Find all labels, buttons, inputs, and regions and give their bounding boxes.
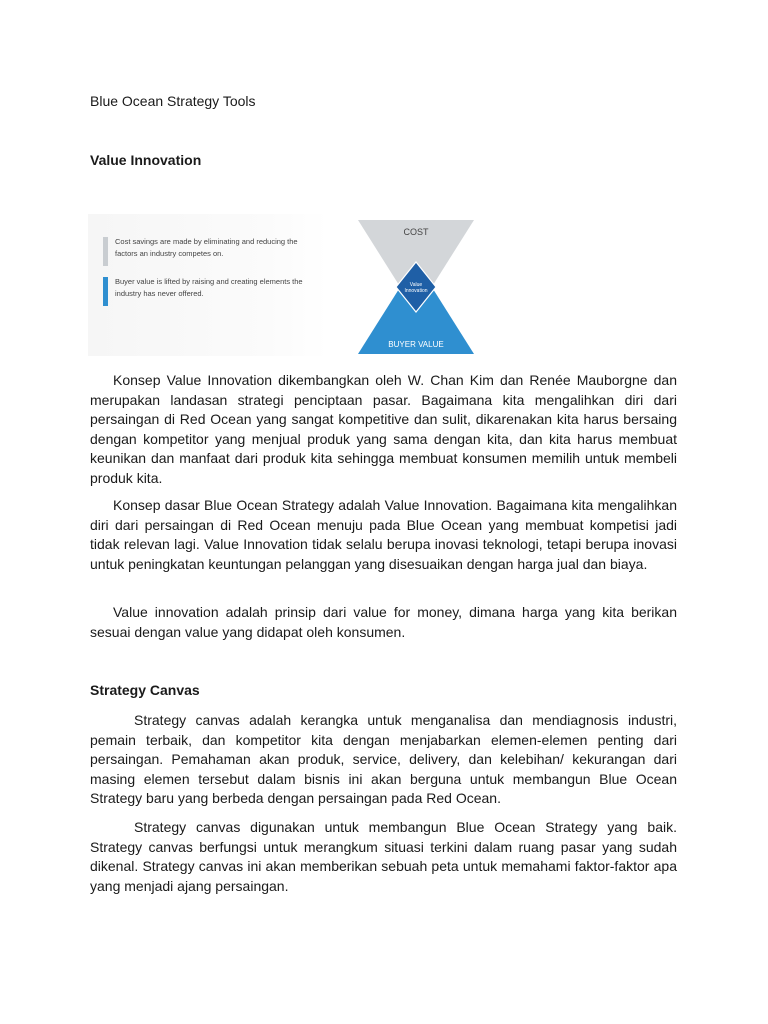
legend-cost-text: Cost savings are made by eliminating and reducing the factors an industry competes on. xyxy=(115,237,298,258)
value-innovation-diagram xyxy=(358,220,474,354)
value-innovation-label-line2: Innovation xyxy=(404,288,428,294)
section-heading-value-innovation: Value Innovation xyxy=(90,152,202,168)
paragraph: Strategy canvas adalah kerangka untuk menganalisa dan mendiagnosis industri, pemain terbaik, dan kompetitor kita dengan menjabarkan elemen-elemen penting dari persaingan. Pemahaman akan produk, service, delivery, dan kelebihan/ kekurangan dari masing elemen tersebut dalam bisnis ini akan berguna untuk membangun Blue Ocean Strategy baru yang berbeda dengan persaingan pada Red Ocean. xyxy=(90,712,677,806)
legend-cost-swatch xyxy=(103,237,108,266)
paragraph: Konsep Value Innovation dikembangkan oleh W. Chan Kim dan Renée Mauborgne dan merupakan landasan strategi penciptaan pasar. Bagaimana kita mengalihkan diri dari persaingan di Red Ocean yang sangat kompetitive dan sulit, dikarenakan kita harus bersaing dengan kompetitor yang menjual produk yang sama dengan kita, dan kita harus membuat keunikan dan manfaat dari produk kita sehingga membuat konsumen memilih untuk membeli produk kita. xyxy=(90,372,677,486)
paragraph: Konsep dasar Blue Ocean Strategy adalah Value Innovation. Bagaimana kita mengalihkan diri dari persaingan di Red Ocean menuju pada Blue Ocean yang membuat kompetisi jadi tidak relevan lagi. Value Innovation tidak selalu berupa inovasi teknologi, tetapi berupa inovasi untuk peningkatan keuntungan pelanggan yang disesuaikan dengan harga jual dan biaya. xyxy=(90,497,677,572)
paragraph: Strategy canvas digunakan untuk membangun Blue Ocean Strategy yang baik. Strategy canvas berfungsi untuk merangkum situasi terkini dalam ruang pasar yang sudah dikenal. Strategy canvas ini akan memberikan sebuah peta untuk memahami faktor-faktor apa yang menjadi ajang persaingan. xyxy=(90,819,677,894)
value-innovation-figure xyxy=(88,214,488,356)
paragraph: Value innovation adalah prinsip dari value for money, dimana harga yang kita berikan sesuai dengan value yang didapat oleh konsumen. xyxy=(90,604,677,640)
document-title: Blue Ocean Strategy Tools xyxy=(90,93,256,109)
cost-label: COST xyxy=(403,227,429,237)
buyer-value-label: BUYER VALUE xyxy=(388,340,444,349)
legend-buyer-text: Buyer value is lifted by raising and creating elements the industry has never offered. xyxy=(115,277,303,298)
section-heading-strategy-canvas: Strategy Canvas xyxy=(90,682,200,698)
value-innovation-label-line1: Value xyxy=(409,282,423,288)
legend-buyer-swatch xyxy=(103,277,108,306)
